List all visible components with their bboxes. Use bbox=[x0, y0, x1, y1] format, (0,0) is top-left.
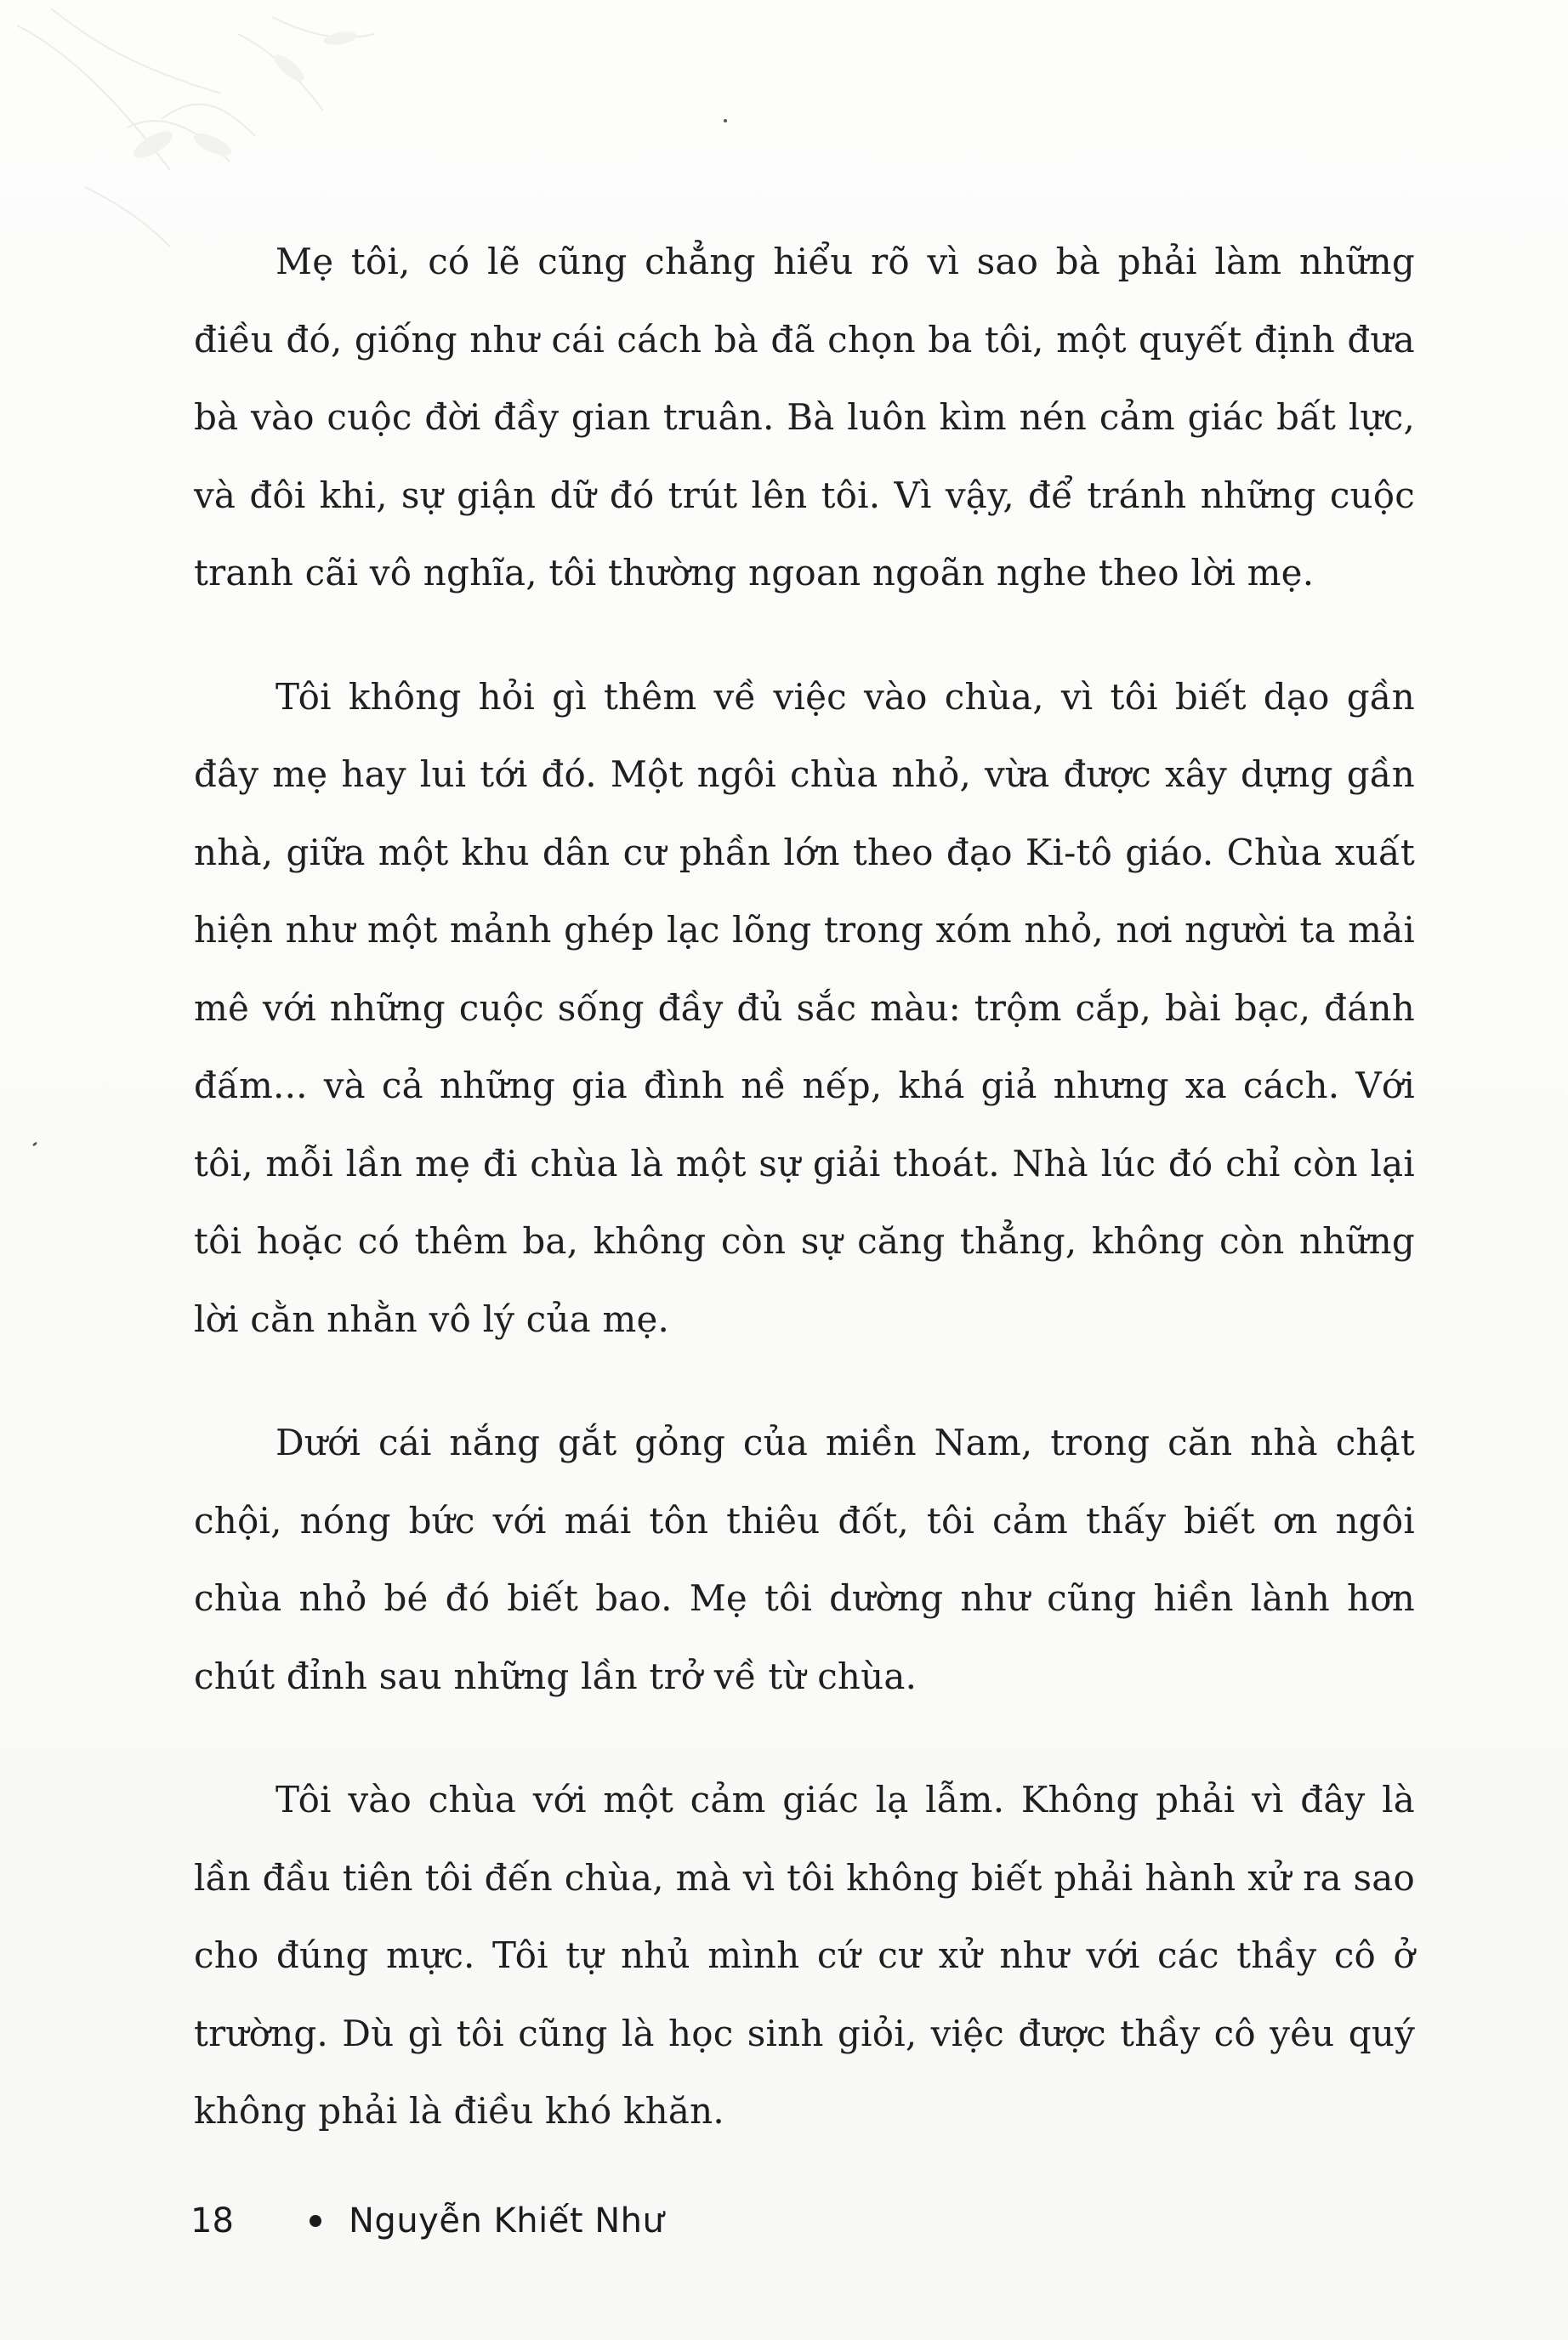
bullet-icon bbox=[310, 2215, 321, 2227]
ink-speck bbox=[724, 119, 727, 122]
body-text bbox=[194, 223, 1415, 2196]
page-number: 18 bbox=[190, 2201, 234, 2241]
paragraph: Dưới cái nắng gắt gỏng của miền Nam, trong căn nhà chật chội, nóng bức với mái tôn thiêu đốt, tôi cảm thấy biết ơn ngôi chùa nhỏ bé đó biết bao. Mẹ tôi dường như cũng hiền lành hơn chút đỉnh sau những lần trở về từ chùa. bbox=[194, 1422, 1415, 1697]
paragraph: Tôi không hỏi gì thêm về việc vào chùa, vì tôi biết dạo gần đây mẹ hay lui tới đó. Một ngôi chùa nhỏ, vừa được xây dựng gần nhà, giữa một khu dân cư phần lớn theo đạo Ki-tô giáo. Chùa xuất hiện như một mảnh ghép lạc lõng trong xóm nhỏ, nơi người ta mải mê với những cuộc sống đầy đủ sắc màu: trộm cắp, bài bạc, đánh đấm... và cả những gia đình nề nếp, khá giả nhưng xa cách. Với tôi, mỗi lần mẹ đi chùa là một sự giải thoát. Nhà lúc đó chỉ còn lại tôi hoặc có thêm ba, không còn sự căng thẳng, không còn những lời cằn nhằn vô lý của mẹ. bbox=[194, 675, 1415, 1340]
ink-speck bbox=[32, 1141, 38, 1146]
paragraph: Mẹ tôi, có lẽ cũng chẳng hiểu rõ vì sao bà phải làm những điều đó, giống như cái cách bà đã chọn ba tôi, một quyết định đưa bà vào cuộc đời đầy gian truân. Bà luôn kìm nén cảm giác bất lực, và đôi khi, sự giận dữ đó trút lên tôi. Vì vậy, để tránh những cuộc tranh cãi vô nghĩa, tôi thường ngoan ngoãn nghe theo lời mẹ. bbox=[194, 241, 1415, 594]
page-footer bbox=[190, 2195, 664, 2246]
leaf-decoration bbox=[0, 0, 476, 255]
author-name: Nguyễn Khiết Như bbox=[349, 2201, 665, 2241]
paragraph: Tôi vào chùa với một cảm giác lạ lẫm. Không phải vì đây là lần đầu tiên tôi đến chùa, mà vì tôi không biết phải hành xử ra sao cho đúng mực. Tôi tự nhủ mình cứ cư xử như với các thầy cô ở trường. Dù gì tôi cũng là học sinh giỏi, việc được thầy cô yêu quý không phải là điều khó khăn. bbox=[194, 1779, 1415, 2132]
